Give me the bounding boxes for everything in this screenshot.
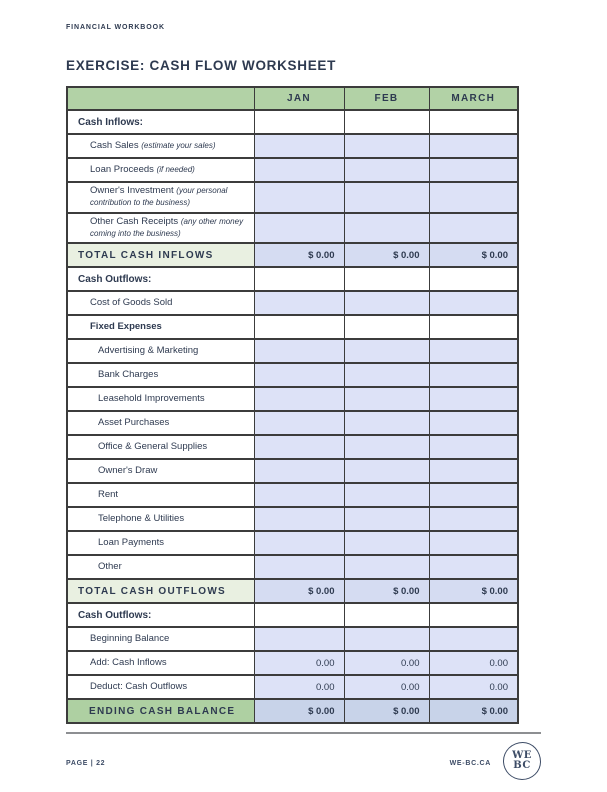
loan-payments-label-text: Loan Payments — [98, 537, 165, 549]
loan-proceeds-label-text: Loan Proceeds — [90, 163, 154, 175]
row-rent — [67, 483, 518, 507]
asset-purchases-jan-input-cell[interactable] — [254, 411, 344, 435]
office-general-supplies-march-input-cell[interactable] — [429, 435, 518, 459]
footer-divider — [66, 732, 541, 734]
leasehold-improvements-feb-input-cell[interactable] — [344, 387, 429, 411]
cash-sales-note: (estimate your sales) — [141, 140, 216, 150]
row-loan-proceeds — [67, 158, 518, 182]
add-cash-inflows-label — [67, 651, 254, 675]
row-leasehold-improvements — [67, 387, 518, 411]
telephone-utilities-feb-input-cell[interactable] — [344, 507, 429, 531]
deduct-cash-outflows-label-text: Deduct: Cash Outflows — [90, 681, 188, 693]
add-cash-inflows-jan-value: 0.00 — [254, 651, 344, 675]
loan-proceeds-label — [67, 158, 254, 182]
owners-investment-label — [67, 182, 254, 213]
ending-cash-balance-march-value: $ 0.00 — [429, 699, 518, 723]
loan-proceeds-march-input-cell[interactable] — [429, 158, 518, 182]
bank-charges-feb-input-cell[interactable] — [344, 363, 429, 387]
loan-payments-label — [67, 531, 254, 555]
total-cash-outflows-label-text: TOTAL CASH OUTFLOWS — [78, 585, 227, 597]
cash-inflows-header-label-text: Cash Inflows: — [78, 116, 144, 128]
row-cash-sales — [67, 134, 518, 158]
add-cash-inflows-feb-value: 0.00 — [344, 651, 429, 675]
cash-outflows-header-jan-value — [254, 267, 344, 291]
cash-inflows-header-march-value — [429, 110, 518, 134]
ending-cash-balance-jan-value: $ 0.00 — [254, 699, 344, 723]
loan-proceeds-note: (if needed) — [156, 164, 195, 174]
loan-payments-feb-input-cell[interactable] — [344, 531, 429, 555]
advertising-marketing-feb-input-cell[interactable] — [344, 339, 429, 363]
advertising-marketing-march-input-cell[interactable] — [429, 339, 518, 363]
cash-outflows-header-2-label-text: Cash Outflows: — [78, 609, 152, 621]
cash-outflows-header-feb-value — [344, 267, 429, 291]
ending-cash-balance-label-text: ENDING CASH BALANCE — [89, 705, 236, 717]
owners-draw-label-text: Owner's Draw — [98, 465, 158, 477]
leasehold-improvements-jan-input-cell[interactable] — [254, 387, 344, 411]
asset-purchases-feb-input-cell[interactable] — [344, 411, 429, 435]
total-cash-outflows-label — [67, 579, 254, 603]
row-cash-outflows-header — [67, 267, 518, 291]
row-advertising-marketing — [67, 339, 518, 363]
row-ending-cash-balance — [67, 699, 518, 723]
loan-payments-jan-input-cell[interactable] — [254, 531, 344, 555]
telephone-utilities-label — [67, 507, 254, 531]
webc-logo — [503, 742, 541, 780]
cash-outflows-header-march-value — [429, 267, 518, 291]
cash-flow-worksheet-table — [66, 86, 519, 724]
cost-of-goods-sold-jan-input-cell[interactable] — [254, 291, 344, 315]
office-general-supplies-feb-input-cell[interactable] — [344, 435, 429, 459]
row-add-cash-inflows — [67, 651, 518, 675]
total-cash-inflows-feb-value: $ 0.00 — [344, 243, 429, 267]
total-cash-outflows-jan-value: $ 0.00 — [254, 579, 344, 603]
table-body — [67, 110, 518, 723]
other-feb-input-cell[interactable] — [344, 555, 429, 579]
office-general-supplies-label-text: Office & General Supplies — [98, 441, 208, 453]
cash-outflows-header-2-march-value — [429, 603, 518, 627]
loan-payments-march-input-cell[interactable] — [429, 531, 518, 555]
row-cost-of-goods-sold — [67, 291, 518, 315]
cost-of-goods-sold-feb-input-cell[interactable] — [344, 291, 429, 315]
other-cash-receipts-label-text: Other Cash Receipts — [90, 215, 179, 227]
deduct-cash-outflows-feb-value: 0.00 — [344, 675, 429, 699]
owners-draw-label — [67, 459, 254, 483]
total-cash-inflows-jan-value: $ 0.00 — [254, 243, 344, 267]
office-general-supplies-jan-input-cell[interactable] — [254, 435, 344, 459]
total-cash-inflows-label-text: TOTAL CASH INFLOWS — [78, 249, 214, 261]
ending-cash-balance-feb-value: $ 0.00 — [344, 699, 429, 723]
beginning-balance-label — [67, 627, 254, 651]
leasehold-improvements-march-input-cell[interactable] — [429, 387, 518, 411]
total-cash-inflows-march-value: $ 0.00 — [429, 243, 518, 267]
other-label — [67, 555, 254, 579]
total-cash-outflows-march-value: $ 0.00 — [429, 579, 518, 603]
owners-investment-note: (your personal contribution to the business) — [90, 186, 228, 208]
owners-investment-label-text: Owner's Investment — [90, 185, 174, 196]
row-cash-outflows-header-2 — [67, 603, 518, 627]
cash-sales-feb-input-cell[interactable] — [344, 134, 429, 158]
column-header-jan: JAN — [254, 87, 344, 110]
beginning-balance-jan-input-cell[interactable] — [254, 627, 344, 651]
other-cash-receipts-note: (any other money coming into the business) — [90, 216, 244, 239]
bank-charges-label-text: Bank Charges — [98, 369, 159, 381]
row-total-cash-inflows — [67, 243, 518, 267]
fixed-expenses-feb-value — [344, 315, 429, 339]
row-fixed-expenses — [67, 315, 518, 339]
cash-sales-march-input-cell[interactable] — [429, 134, 518, 158]
owners-draw-feb-input-cell[interactable] — [344, 459, 429, 483]
advertising-marketing-jan-input-cell[interactable] — [254, 339, 344, 363]
cash-inflows-header-feb-value — [344, 110, 429, 134]
fixed-expenses-label — [67, 315, 254, 339]
beginning-balance-march-input-cell[interactable] — [429, 627, 518, 651]
column-header-blank — [67, 87, 254, 110]
row-loan-payments — [67, 531, 518, 555]
total-cash-inflows-label — [67, 243, 254, 267]
rent-label-text: Rent — [98, 489, 119, 501]
fixed-expenses-march-value — [429, 315, 518, 339]
cash-outflows-header-label-text: Cash Outflows: — [78, 273, 152, 285]
row-deduct-cash-outflows — [67, 675, 518, 699]
asset-purchases-label-text: Asset Purchases — [98, 417, 170, 429]
website-link[interactable]: WE-BC.CA — [449, 759, 491, 767]
loan-proceeds-jan-input-cell[interactable] — [254, 158, 344, 182]
row-beginning-balance — [67, 627, 518, 651]
advertising-marketing-label — [67, 339, 254, 363]
row-office-general-supplies — [67, 435, 518, 459]
column-header-march: MARCH — [429, 87, 518, 110]
total-cash-outflows-feb-value: $ 0.00 — [344, 579, 429, 603]
row-other-cash-receipts — [67, 213, 518, 244]
asset-purchases-march-input-cell[interactable] — [429, 411, 518, 435]
other-cash-receipts-jan-input-cell[interactable] — [254, 213, 344, 244]
bank-charges-jan-input-cell[interactable] — [254, 363, 344, 387]
rent-march-input-cell[interactable] — [429, 483, 518, 507]
telephone-utilities-march-input-cell[interactable] — [429, 507, 518, 531]
cash-outflows-header-2-jan-value — [254, 603, 344, 627]
row-other — [67, 555, 518, 579]
row-cash-inflows-header — [67, 110, 518, 134]
other-cash-receipts-feb-input-cell[interactable] — [344, 213, 429, 244]
cash-inflows-header-jan-value — [254, 110, 344, 134]
row-telephone-utilities — [67, 507, 518, 531]
asset-purchases-label — [67, 411, 254, 435]
cash-inflows-header-label — [67, 110, 254, 134]
cash-sales-label — [67, 134, 254, 158]
document-kicker: FINANCIAL WORKBOOK — [66, 24, 165, 31]
cost-of-goods-sold-march-input-cell[interactable] — [429, 291, 518, 315]
cash-outflows-header-label — [67, 267, 254, 291]
ending-cash-balance-label — [67, 699, 254, 723]
owners-draw-march-input-cell[interactable] — [429, 459, 518, 483]
owners-draw-jan-input-cell[interactable] — [254, 459, 344, 483]
rent-feb-input-cell[interactable] — [344, 483, 429, 507]
deduct-cash-outflows-jan-value: 0.00 — [254, 675, 344, 699]
row-total-cash-outflows — [67, 579, 518, 603]
other-jan-input-cell[interactable] — [254, 555, 344, 579]
other-cash-receipts-march-input-cell[interactable] — [429, 213, 518, 244]
leasehold-improvements-label-text: Leasehold Improvements — [98, 393, 205, 405]
cost-of-goods-sold-label-text: Cost of Goods Sold — [90, 297, 173, 309]
cost-of-goods-sold-label — [67, 291, 254, 315]
row-asset-purchases — [67, 411, 518, 435]
loan-proceeds-feb-input-cell[interactable] — [344, 158, 429, 182]
fixed-expenses-jan-value — [254, 315, 344, 339]
other-march-input-cell[interactable] — [429, 555, 518, 579]
owners-investment-jan-input-cell[interactable] — [254, 182, 344, 213]
owners-investment-feb-input-cell[interactable] — [344, 182, 429, 213]
beginning-balance-label-text: Beginning Balance — [90, 633, 170, 645]
advertising-marketing-label-text: Advertising & Marketing — [98, 345, 199, 357]
page-title: EXERCISE: CASH FLOW WORKSHEET — [66, 58, 337, 73]
cash-sales-label-text: Cash Sales — [90, 139, 139, 151]
add-cash-inflows-march-value: 0.00 — [429, 651, 518, 675]
page-number: PAGE | 22 — [66, 759, 106, 767]
add-cash-inflows-label-text: Add: Cash Inflows — [90, 657, 167, 669]
deduct-cash-outflows-march-value: 0.00 — [429, 675, 518, 699]
rent-label — [67, 483, 254, 507]
row-bank-charges — [67, 363, 518, 387]
deduct-cash-outflows-label — [67, 675, 254, 699]
table-header-row — [67, 87, 518, 110]
bank-charges-march-input-cell[interactable] — [429, 363, 518, 387]
cash-outflows-header-2-feb-value — [344, 603, 429, 627]
fixed-expenses-label-text: Fixed Expenses — [90, 321, 162, 333]
office-general-supplies-label — [67, 435, 254, 459]
owners-investment-march-input-cell[interactable] — [429, 182, 518, 213]
column-header-feb: FEB — [344, 87, 429, 110]
bank-charges-label — [67, 363, 254, 387]
telephone-utilities-label-text: Telephone & Utilities — [98, 513, 185, 525]
rent-jan-input-cell[interactable] — [254, 483, 344, 507]
beginning-balance-feb-input-cell[interactable] — [344, 627, 429, 651]
row-owners-draw — [67, 459, 518, 483]
webc-logo-line2: BC — [513, 760, 531, 772]
telephone-utilities-jan-input-cell[interactable] — [254, 507, 344, 531]
other-label-text: Other — [98, 561, 122, 573]
cash-outflows-header-2-label — [67, 603, 254, 627]
row-owners-investment — [67, 182, 518, 213]
leasehold-improvements-label — [67, 387, 254, 411]
page-footer — [66, 746, 541, 780]
cash-sales-jan-input-cell[interactable] — [254, 134, 344, 158]
other-cash-receipts-label — [67, 213, 254, 244]
webc-logo-line1: WE — [512, 749, 532, 761]
